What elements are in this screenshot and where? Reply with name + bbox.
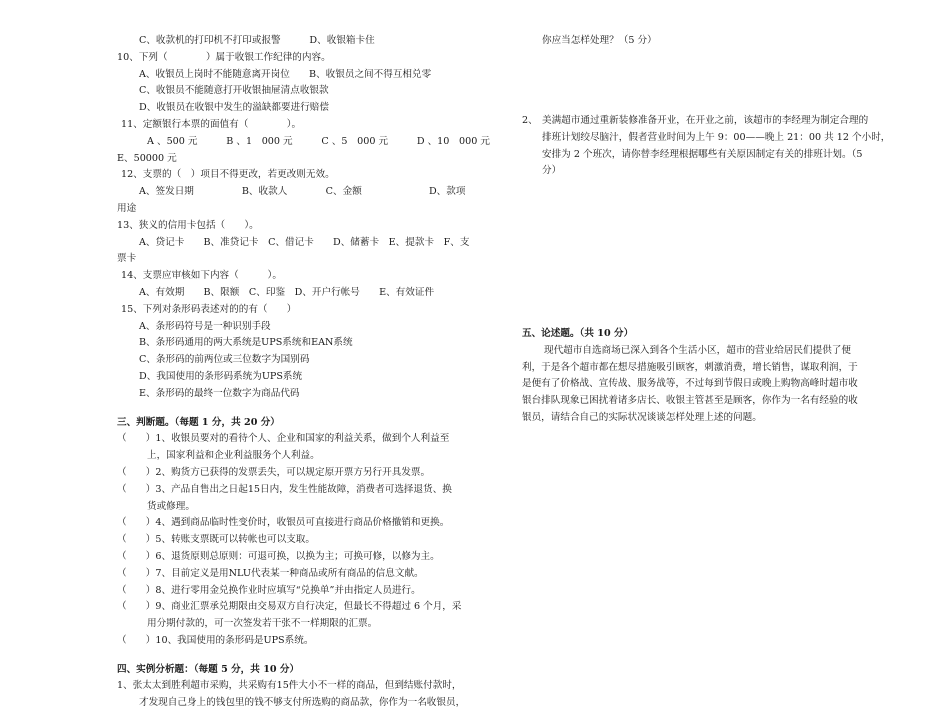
text-line: 排班计划绞尽脑汁，假者营业时间为上午 9：00——晚上 21：00 共 12 个小时， [542,131,891,143]
text-line: （ ）9、商业汇票承兑期限由交易双方自行决定，但最长不得超过 6 个月，采 [117,601,462,613]
text-line: 才发现自己身上的钱包里的钱不够支付所选购的商品款，你作为一名收银员， [139,697,466,709]
left-column [117,33,490,712]
multiple-choice-questions [117,33,490,403]
text-line: A、有效期 B、限额 C、印鉴 D、开户行帐号 E、有效证件 [139,286,435,298]
text-line: 美满超市通过重新装修准备开业，在开业之前，该超市的李经理为制定合理的 [542,115,869,126]
text-line: B、条形码通用的两大系统是UPS系统和EAN系统 [139,337,353,349]
text-line: A、签发日期 B、收款人 C、金额 D、款项 [139,186,466,198]
section-4-title: 四、实例分析题：（每题 5 分，共 10 分） [117,663,300,675]
text-line: D、我国使用的条形码系统为UPS系统 [139,370,303,382]
text-line: 10、下列（ ）属于收银工作纪律的内容。 [117,51,331,63]
text-line: 银台排队现象已困扰着诸多店长、收银主管甚至是顾客，你作为一名有经验的收 [522,395,858,407]
case-question-1-continued [522,33,878,50]
text-line: 11、定额银行本票的面值有（ ）。 [121,118,302,130]
text-line: C、条形码的前两位或三位数字为国别码 [139,354,310,366]
text-line: （ ）3、产品自售出之日起15日内，发生性能故障，消费者可选择退货、换 [117,483,452,495]
text-line: 14、支票应审核如下内容（ ）。 [121,270,282,282]
text-line: 分） [542,165,562,177]
text-line: 银员，请结合自己的实际状况谈谈怎样处理上述的问题。 [522,411,762,423]
case-analysis-question-1 [117,678,483,712]
text-line: E、条形码的最终一位数字为商品代码 [139,387,300,399]
section-3-title: 三、判断题。（每题 1 分，共 20 分） [117,416,280,428]
true-false-questions [117,431,483,649]
text-line: 货或修理。 [147,500,195,512]
text-line: （ ）1、收银员要对的看待个人、企业和国家的利益关系，做到个人利益至 [117,433,450,445]
text-line: 15、下列对条形码表述对的的有（ ） [121,303,297,315]
text-line: 安排为 2 个班次，请你替李经理根据哪些有关原因制定有关的排班计划。（5 [542,148,863,160]
text-line: 是便有了价格战、宣传战、服务战等，不过每到节假日或晚上购物高峰时超市收 [522,378,858,390]
text-line: A、条形码符号是一种识别手段 [139,320,271,332]
text-line: （ ）2、购货方已获得的发票丢失，可以规定原开票方另行开具发票。 [117,466,431,478]
text-line: 1、张太太到胜利超市采购，共采购有15件大小不一样的商品，但到结账付款时， [117,680,462,692]
section-5 [522,326,878,427]
text-line: （ ）5、转账支票既可以转帐也可以支取。 [117,534,315,546]
text-line: C、收款机的打印机不打印或报警 D、收银箱卡住 [139,35,375,46]
text-line: （ ）4、遇到商品临时性变价时，收银员可直接进行商品价格撤销和更换。 [117,517,450,529]
text-line: （ ）6、退货原则总原则：可退可换，以换为主；可换可修，以修为主。 [117,550,440,562]
text-line: A、贷记卡 B、准贷记卡 C、借记卡 D、储蓄卡 E、提款卡 F、支 [139,236,470,248]
text-line: （ ）10、我国使用的条形码是UPS系统。 [117,634,314,646]
text-line: 用途 [117,202,137,214]
text-line: 13、狭义的信用卡包括（ ）。 [117,219,259,231]
text-line: 上，国家利益和企业利益服务个人利益。 [147,450,320,462]
question-2-text [542,113,890,180]
text-line: （ ）8、进行零用金兑换作业时应填写“兑换单”并由指定人员进行。 [117,584,421,596]
text-line: A、收银员上岗时不能随意离开岗位 B、收银员之间不得互相兑零 [139,68,432,80]
text-line: E、50000 元 [117,152,177,164]
text-line: 票卡 [117,253,137,265]
section-5-title: 五、论述题。（共 10 分） [522,328,634,339]
text-line: A 、500 元 B 、1 000 元 C 、5 000 元 D 、10 000 元 [147,135,490,147]
right-column [522,33,891,423]
text-line: 12、支票的（ ）项目不得更改，若更改则无效。 [121,169,335,181]
text-line: 你应当怎样处理？（5 分） [542,35,657,46]
text-line: （ ）7、目前定义是用NLU代表某一种商品或所有商品的信息文献。 [117,567,424,579]
text-line: D、收银员在收银中发生的溢缺都要进行赔偿 [139,102,329,114]
text-line: 现代超市自选商场已深入到各个生活小区，超市的营业给居民们提供了便 [544,344,851,356]
question-2-number: 2、 [522,115,538,126]
text-line: C、收银员不能随意打开收银抽屉清点收银款 [139,85,329,97]
text-line: 用分期付款的，可一次签发若干张不一样期限的汇票。 [147,618,378,630]
essay-question [522,343,878,427]
text-line: 利，于是各个超市都在想尽措施吸引顾客，刺激消费，增长销售，谋取利润，于 [522,361,858,373]
